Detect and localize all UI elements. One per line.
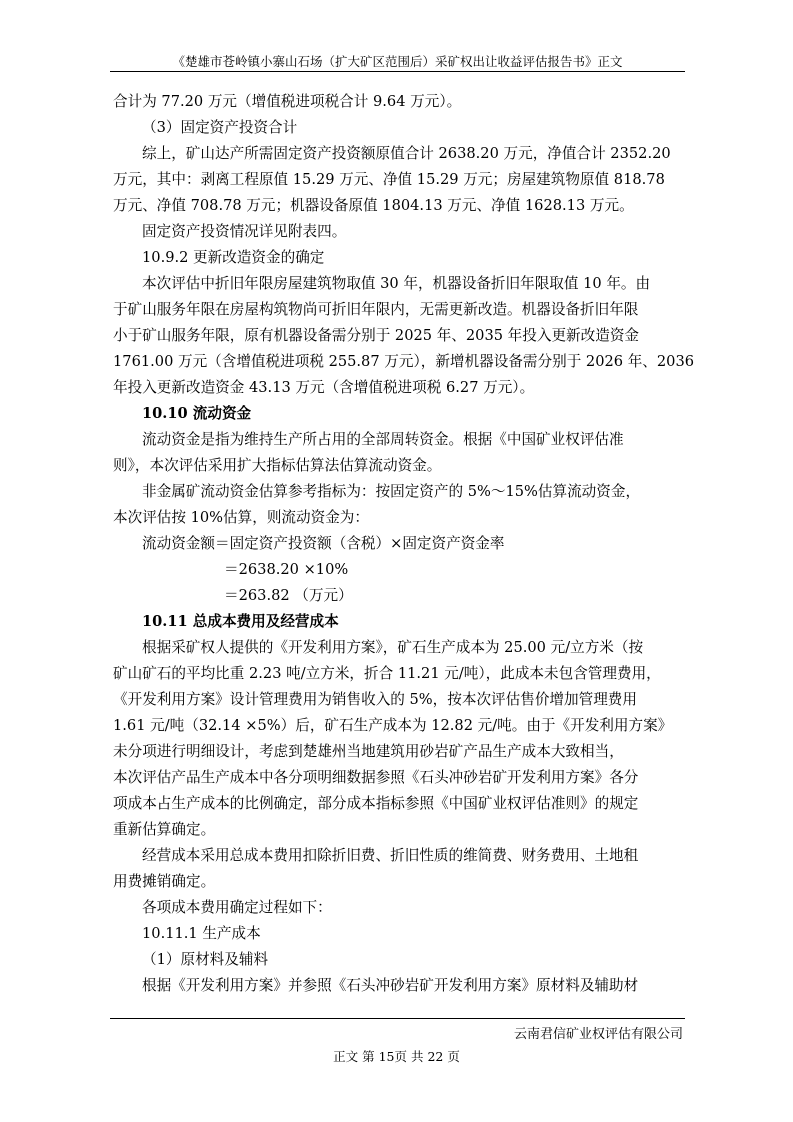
body-line: 综上，矿山达产所需固定资产投资额原值合计 2638.20 万元，净值合计 2352.20 — [142, 145, 671, 162]
page-header — [110, 52, 685, 70]
footer-divider — [110, 1018, 685, 1019]
body-line: 1761.00 万元（含增值税进项税 255.87 万元），新增机器设备需分别于 2026 年、2036 — [113, 353, 695, 370]
body-line: 流动资金是指为维持生产所占用的全部周转资金。根据《中国矿业权评估准 — [142, 431, 624, 448]
list-heading: （1）原材料及辅料 — [142, 951, 269, 968]
body-line: 重新估算确定。 — [113, 821, 216, 838]
section-heading: 10.9.2 更新改造资金的确定 — [142, 249, 325, 266]
body-line: 合计为 77.20 万元（增值税进项税合计 9.64 万元）。 — [113, 93, 462, 110]
list-heading: （3）固定资产投资合计 — [142, 119, 298, 136]
body-line: 则》，本次评估采用扩大指标估算法估算流动资金。 — [113, 457, 442, 474]
header-title: 《楚雄市苍岭镇小寨山石场（扩大矿区范围后）采矿权出让收益评估报告书》正文 — [172, 54, 623, 69]
header-divider — [110, 71, 685, 72]
body-line: 未分项进行明细设计，考虑到楚雄州当地建筑用砂岩矿产品生产成本大致相当， — [113, 743, 624, 760]
body-line: 万元，其中：剥离工程原值 15.29 万元、净值 15.29 万元；房屋建筑物原值 818.78 — [113, 171, 665, 188]
body-line: 本次评估按 10%估算，则流动资金为： — [113, 509, 369, 526]
body-line: 小于矿山服务年限，原有机器设备需分别于 2025 年、2035 年投入更新改造资金 — [113, 327, 640, 344]
formula-line: ＝263.82 （万元） — [224, 587, 353, 604]
body-line: 根据《开发利用方案》并参照《石头冲砂岩矿开发利用方案》原材料及辅助材 — [142, 977, 639, 994]
body-line: 根据采矿权人提供的《开发利用方案》，矿石生产成本为 25.00 元/立方米（按 — [142, 639, 644, 656]
body-line: 本次评估中折旧年限房屋建筑物取值 30 年，机器设备折旧年限取值 10 年。由 — [142, 275, 651, 292]
document-body — [113, 89, 695, 999]
body-line: 固定资产投资情况详见附表四。 — [142, 223, 347, 240]
body-line: 矿山矿石的平均比重 2.23 吨/立方米，折合 11.21 元/吨），此成本未包含管理费用， — [113, 665, 661, 682]
body-line: 《开发利用方案》设计管理费用为销售收入的 5%，按本次评估售价增加管理费用 — [113, 691, 637, 708]
body-line: 经营成本采用总成本费用扣除折旧费、折旧性质的维简费、财务费用、土地租 — [142, 847, 639, 864]
body-line: 各项成本费用确定过程如下： — [142, 899, 332, 916]
section-heading: 10.10 流动资金 — [142, 405, 252, 422]
body-line: 1.61 元/吨（32.14 ×5%）后，矿石生产成本为 12.82 元/吨。由于《开发利用方案》 — [113, 717, 673, 734]
body-line: 本次评估产品生产成本中各分项明细数据参照《石头冲砂岩矿开发利用方案》各分 — [113, 769, 639, 786]
footer-company: 云南君信矿业权评估有限公司 — [513, 1027, 683, 1042]
body-line: 于矿山服务年限在房屋构筑物尚可折旧年限内，无需更新改造。机器设备折旧年限 — [113, 301, 639, 318]
formula-line: 流动资金额＝固定资产投资额（含税）×固定资产资金率 — [142, 535, 505, 552]
body-line: 非金属矿流动资金估算参考指标为：按固定资产的 5%～15%估算流动资金， — [142, 483, 641, 500]
formula-line: ＝2638.20 ×10% — [224, 561, 349, 578]
body-line: 项成本占生产成本的比例确定，部分成本指标参照《中国矿业权评估准则》的规定 — [113, 795, 639, 812]
section-heading: 10.11.1 生产成本 — [142, 925, 261, 942]
body-line: 用费摊销确定。 — [113, 873, 216, 890]
body-line: 年投入更新改造资金 43.13 万元（含增值税进项税 6.27 万元）。 — [113, 379, 535, 396]
section-heading: 10.11 总成本费用及经营成本 — [142, 613, 339, 630]
page-number: 正文 第 15页 共 22 页 — [333, 1049, 460, 1064]
body-line: 万元、净值 708.78 万元；机器设备原值 1804.13 万元、净值 1628.13 万元。 — [113, 197, 634, 214]
